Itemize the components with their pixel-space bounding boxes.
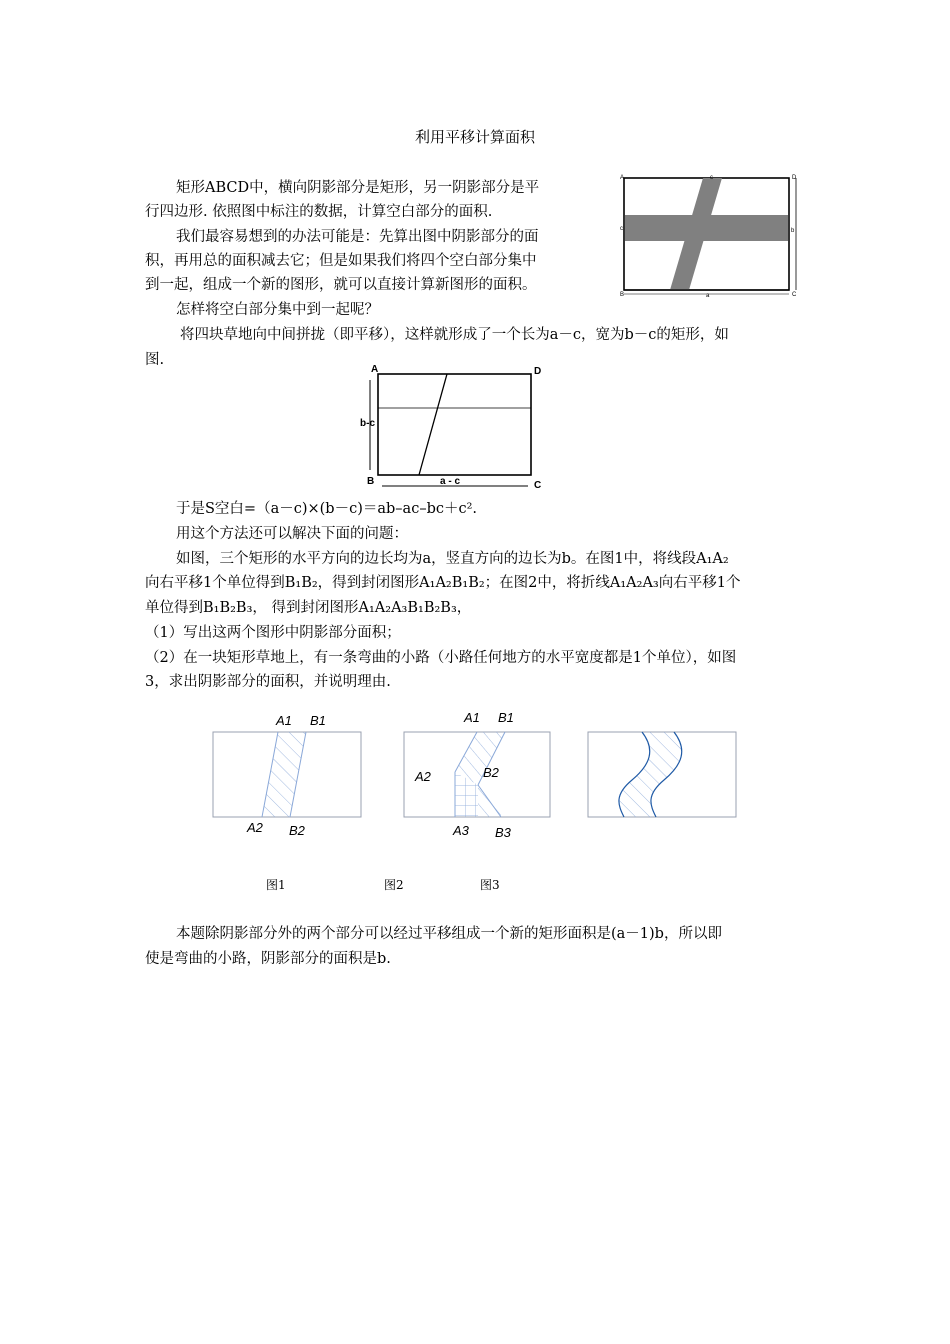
label-a-minus-c: a - c [440,476,461,487]
para6-line2: 向右平移1个单位得到B₁B₂，得到封闭图形A₁A₂B₁B₂；在图2中，将折线A₁A₂A₃向右平移1个 [145,575,741,591]
para5: 用这个方法还可以解决下面的问题： [176,526,408,542]
label-b3: B3 [495,825,511,840]
label-c-left: c [620,226,623,232]
para6-line1: 如图，三个矩形的水平方向的边长均为a，竖直方向的边长为b。在图1中，将线段A₁A₂ [176,551,729,567]
label-a-vertex: A [620,175,625,181]
label-b1: B1 [498,710,514,725]
para1-line1: 矩形ABCD中，横向阴影部分是矩形，另一阴影部分是平 [176,180,540,196]
label-b-height: b [791,228,795,234]
page-title: 利用平移计算面积 [414,128,535,146]
label-a2: A2 [415,769,431,784]
question-1: （1）写出这两个图形中阴影部分面积； [145,625,401,641]
label-b: B [367,476,375,487]
para3: 怎样将空白部分集中到一起呢？ [176,302,379,318]
label-b-vertex: B [620,292,625,298]
para2-line3: 到一起，组成一个新的图形，就可以直接计算新图形的面积。 [145,277,537,293]
label-b2: B2 [483,765,499,780]
para4-line2: 图. [145,352,165,368]
label-b1: B1 [310,713,326,728]
label-a: A [371,364,379,375]
label-c-vertex: C [792,292,797,298]
label-d: D [534,366,542,377]
formula-line [176,497,477,521]
label-a-width: a [706,293,710,299]
para2-line2: 积，再用总的面积减去它；但是如果我们将四个空白部分集中 [145,253,537,269]
label-a3: A3 [453,823,469,838]
para4-line1: 将四块草地向中间拼拢（即平移），这样就形成了一个长为a－c，宽为b－c的矩形，如 [180,327,729,343]
question-2-line1: （2）在一块矩形草地上，有一条弯曲的小路（小路任何地方的水平宽度都是1个单位），如图 [145,650,737,666]
figure-collapsed-rectangle [358,360,558,490]
caption-fig2: 图2 [384,878,404,892]
figure-3 [580,705,750,845]
caption-fig1: 图1 [266,878,286,892]
figure-abcd-shaded [614,170,804,300]
answer-line1: 本题除阴影部分外的两个部分可以经过平移组成一个新的矩形面积是(a－1)b，所以即 [176,926,722,942]
label-c: C [534,480,542,490]
label-b-minus-c: b-c [360,418,375,429]
caption-fig3: 图3 [480,878,500,892]
figure-1 [205,705,375,845]
para2-line1: 我们最容易想到的办法可能是：先算出图中阴影部分的面 [176,229,539,245]
label-b2: B2 [289,823,305,838]
label-c-top: c [710,175,713,181]
label-a2: A2 [247,820,263,835]
formula: 于是S空白=（a－c)×(b－c)＝ab–ac–bc＋c². [176,501,478,517]
question-2-line2: 3，求出阴影部分的面积，并说明理由. [145,674,391,690]
label-a1: A1 [276,713,292,728]
label-d-vertex: D [792,175,797,181]
para1-line2: 行四边形. 依照图中标注的数据，计算空白部分的面积. [145,204,493,220]
answer-line2: 使是弯曲的小路，阴影部分的面积是b. [145,951,391,967]
para6-line3: 单位得到B₁B₂B₃， 得到封闭图形A₁A₂A₃B₁B₂B₃， [145,600,472,616]
label-a1: A1 [464,710,480,725]
figure-2 [395,705,565,845]
